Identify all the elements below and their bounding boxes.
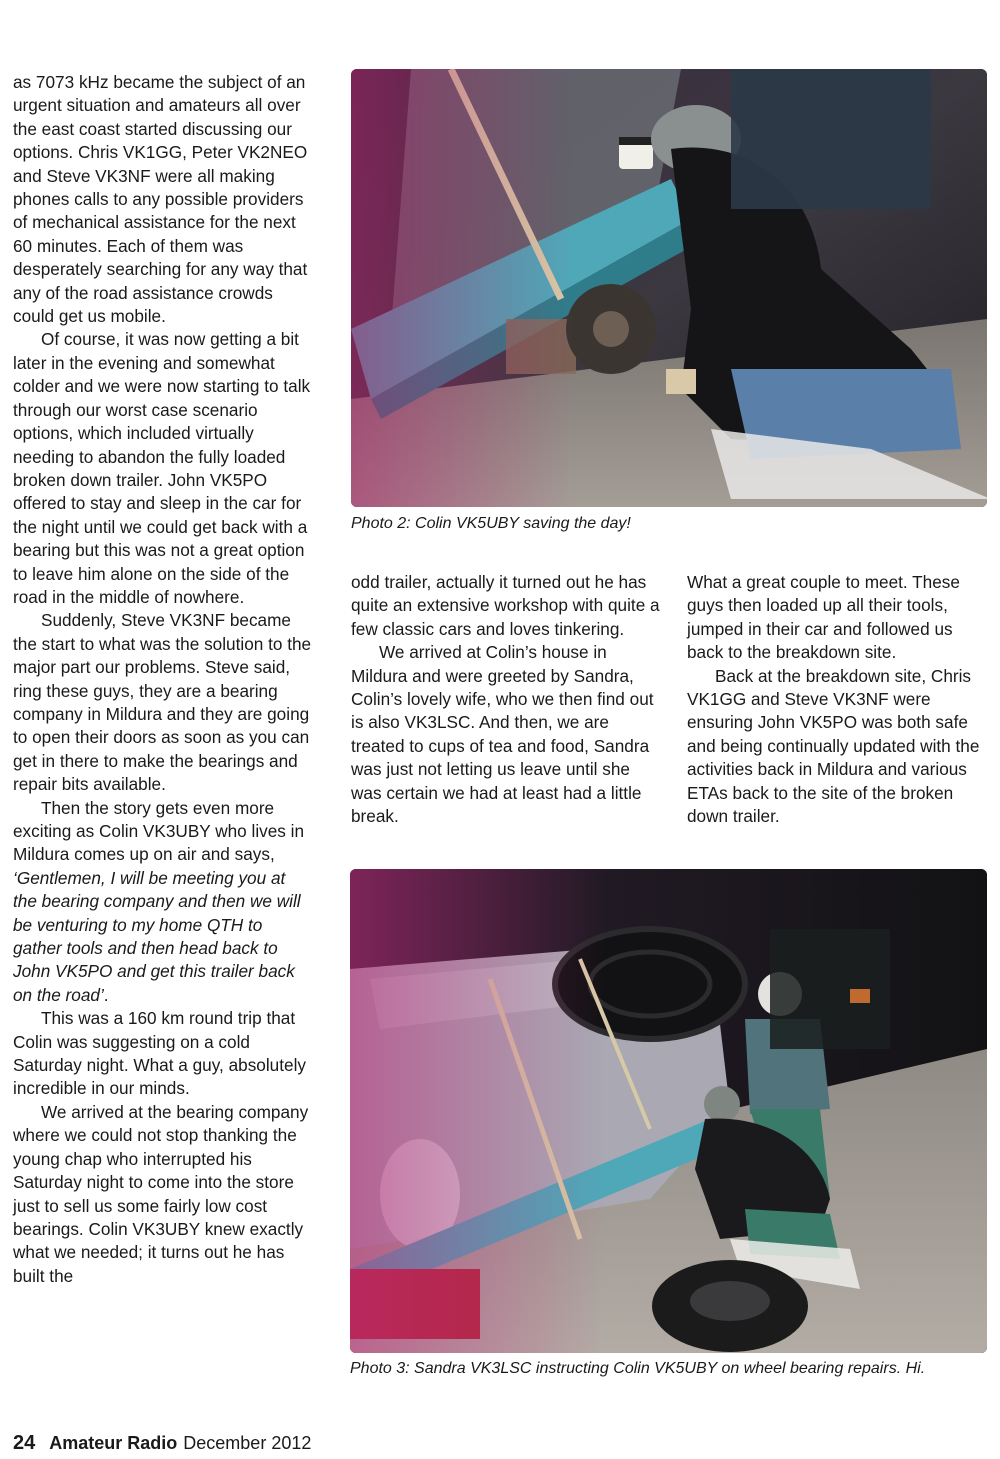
issue-date: December 2012 [183, 1433, 312, 1453]
photo-2-image [351, 69, 987, 507]
paragraph [13, 797, 313, 1008]
photo-3-image [350, 869, 987, 1353]
paragraph: What a great couple to meet. These guys then loaded up all their tools, jumped in their car and followed us back to the breakdown site. [687, 572, 960, 663]
page-number: 24 [13, 1432, 36, 1454]
paragraph: We arrived at Colin’s house in Mildura and were greeted by Sandra, Colin’s lovely wife, who we then find out is also VK3LSC. And then, we are treated to cups of tea and food, Sandra was just not letting us leave until she was certain we had at least had a little break. [351, 642, 654, 827]
paragraph: odd trailer, actually it turned out he has quite an extensive workshop with quite a few classic cars and loves tinkering. [351, 572, 660, 639]
page-footer [13, 1431, 311, 1455]
article-column-2 [351, 571, 661, 828]
paragraph: This was a 160 km round trip that Colin was suggesting on a cold Saturday night. What a guy, absolutely incredible in our minds. [13, 1008, 306, 1099]
paragraph-lead: Then the story gets even more exciting as Colin VK3UBY who lives in Mildura comes up on air and says, [13, 797, 305, 865]
paragraph: as 7073 kHz became the subject of an urgent situation and amateurs all over the east coast started discussing our options. Chris VK1GG, Peter VK2NEO and Steve VK3NF were all making phones calls to any possible providers of mechanical assistance for the next 60 minutes. Each of them was desperately searching for any way that any of the road assistance crowds could get us mobile. [13, 72, 308, 327]
photo-sandra-instructing-colin [350, 869, 987, 1353]
photo-2-caption: Photo 2: Colin VK5UBY saving the day! [351, 515, 631, 532]
photo-colin-repairing-trailer [351, 69, 987, 507]
article-column-3 [687, 571, 987, 828]
paragraph: Of course, it was now getting a bit later in the evening and somewhat colder and we were now starting to talk through our worst case scenario options, which included virtually needing to abandon the fully loaded broken down trailer. John VK5PO offered to stay and sleep in the car for the night until we could get back with a bearing but this was not a great option to leave him alone on the side of the road in the middle of nowhere. [13, 329, 311, 607]
article-column-1 [13, 71, 313, 1288]
paragraph: We arrived at the bearing company where we could not stop thanking the young chap who interrupted his Saturday night to come into the store just to sell us some fairly low cost bearings. Colin VK3UBY knew exactly what we needed; it turns out he has built the [13, 1101, 309, 1286]
paragraph: Back at the breakdown site, Chris VK1GG and Steve VK3NF were ensuring John VK5PO was both safe and being continually updated with the activities back in Mildura and various ETAs back to the site of the broken down trailer. [687, 665, 980, 827]
paragraph: Suddenly, Steve VK3NF became the start to what was the solution to the major part our problems. Steve said, ring these guys, they are a bearing company in Mildura and they are going to open their doors as soon as you can get in there to make the bearings and repair bits available. [13, 610, 312, 795]
magazine-title: Amateur Radio [49, 1433, 178, 1453]
photo-3-caption: Photo 3: Sandra VK3LSC instructing Colin VK5UBY on wheel bearing repairs. Hi. [350, 1360, 926, 1377]
paragraph-end: . [103, 984, 109, 1005]
quote: ‘Gentlemen, I will be meeting you at the bearing company and then we will be venturing to my home QTH to gather tools and then head back to John VK5PO and get this trailer back on the road’ [13, 867, 301, 1005]
